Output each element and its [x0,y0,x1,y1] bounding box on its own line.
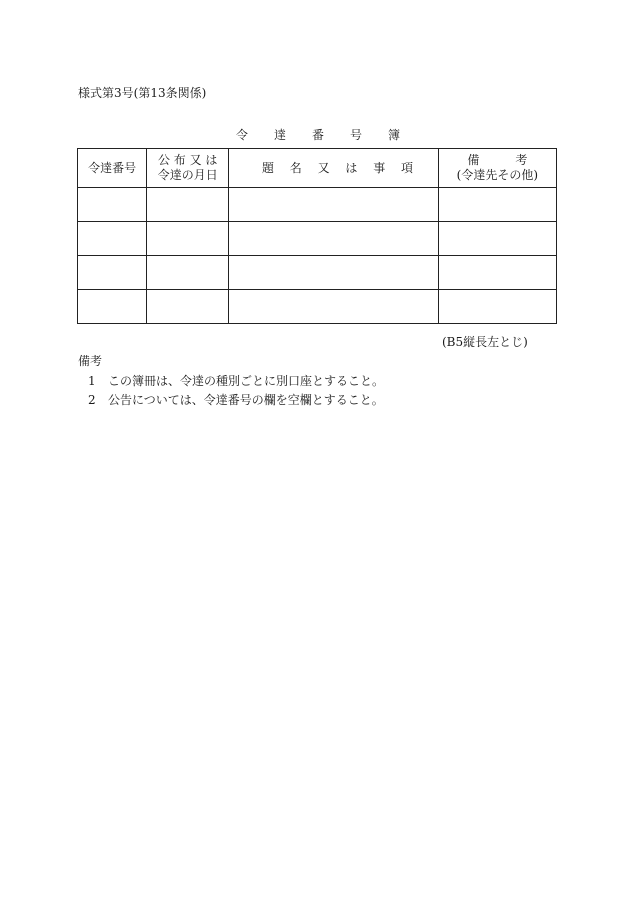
header-line: 題 名 又 は 事 項 [261,160,420,175]
binding-note: (B5縦長左とじ) [442,335,528,349]
table-cell [147,290,229,324]
table-cell [229,256,438,290]
title-char: 号 [350,128,363,142]
table-cell [229,290,438,324]
header-order-number [78,149,147,188]
table-row [78,188,557,222]
table-row [78,256,557,290]
header-line: 備 考 [467,153,528,167]
remarks-item [88,391,384,408]
table-cell [78,188,147,222]
header-title-or-matter [229,149,438,188]
ledger-table [77,148,557,324]
table-cell [78,290,147,324]
table-cell [147,222,229,256]
document-title [236,126,426,143]
table-cell [147,256,229,290]
title-char: 令 [236,128,249,142]
table-cell [438,188,556,222]
header-remarks [438,149,556,188]
title-char: 達 [274,128,287,142]
table-row [78,290,557,324]
remarks-heading: 備考 [78,354,103,368]
table-cell [78,256,147,290]
table-cell [147,188,229,222]
remarks-item-text: この簿冊は、令達の種別ごとに別口座とすること。 [108,374,385,388]
form-number-label: 様式第3号(第13条関係) [78,86,207,100]
remarks-item-number: 1 [88,374,96,388]
table-cell [229,222,438,256]
header-line: (令達先その他) [456,168,539,182]
remarks-item-number: 2 [88,393,96,407]
table-cell [438,256,556,290]
remarks-item-text: 公告については、令達番号の欄を空欄とすること。 [108,393,384,407]
table-cell [438,222,556,256]
header-line: 令達の月日 [157,168,218,182]
table-cell [229,188,438,222]
header-publication-date [147,149,229,188]
table-cell [78,222,147,256]
remarks-item [88,372,384,389]
table-row [78,222,557,256]
header-line: 公 布 又 は [157,153,218,167]
table-header-row [78,149,557,188]
title-char: 番 [312,128,325,142]
header-line: 令達番号 [88,160,137,175]
title-char: 簿 [388,128,401,142]
table-cell [438,290,556,324]
